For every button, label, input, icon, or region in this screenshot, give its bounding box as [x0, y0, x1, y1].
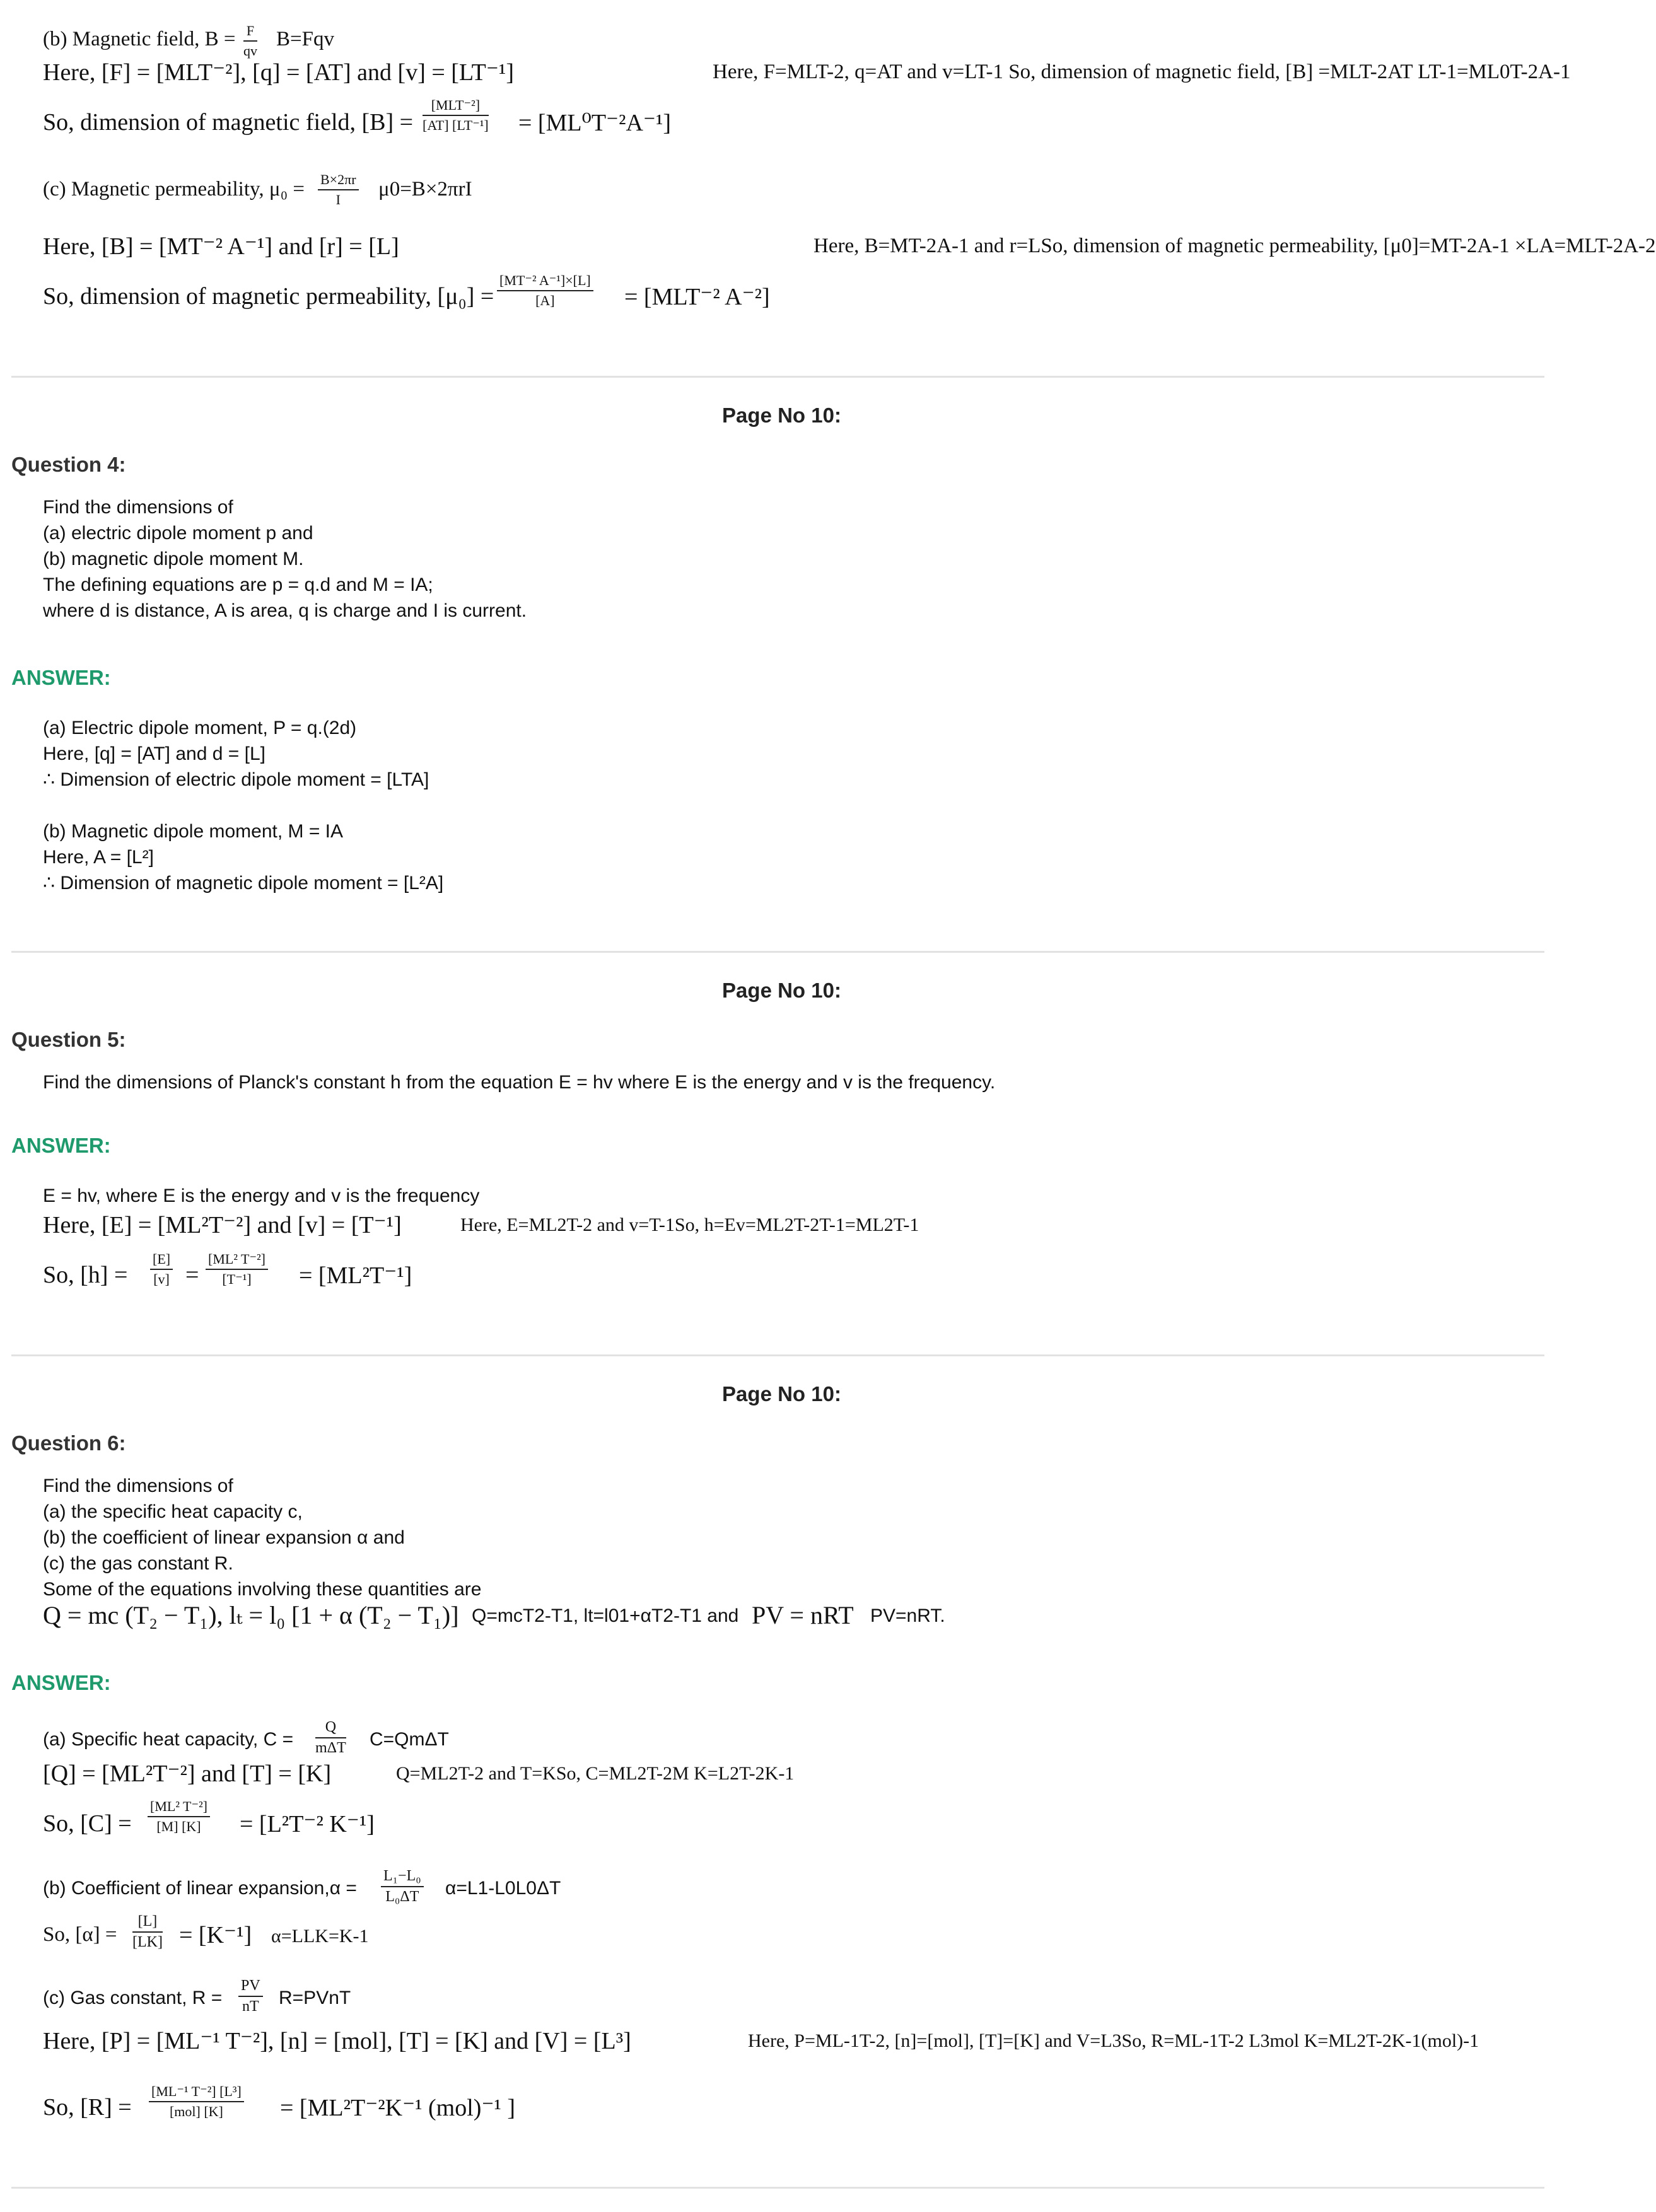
q4-answer-line: ∴ Dimension of magnetic dipole moment = [L²A]: [43, 873, 444, 894]
question-6-text: [43, 1473, 481, 1602]
q6a-so-frac-den: [M] [K]: [156, 1819, 201, 1834]
q6b-so-frac: [132, 1913, 163, 1951]
q6c-so-frac-num: [ML⁻¹ T⁻²] [L³]: [149, 2083, 244, 2102]
q6-line: (a) the specific heat capacity c,: [43, 1501, 303, 1522]
q6a-so-result: = [L²T⁻² K⁻¹]: [240, 1811, 375, 1837]
q6a-here-line: [Q] = [ML²T⁻²] and [T] = [K]: [43, 1761, 332, 1787]
q5-so-frac1-den: [v]: [153, 1271, 170, 1287]
q6a-so-frac: [148, 1798, 210, 1835]
divider: [11, 2187, 1544, 2189]
answer-label: ANSWER:: [11, 666, 111, 689]
q6-line: (c) the gas constant R.: [43, 1553, 233, 1574]
c-alt-text: μ0=B×2πrI: [378, 178, 472, 201]
page-label: Page No 10:: [722, 1382, 841, 1406]
q6c-label: (c) Gas constant, R =: [43, 1988, 223, 2008]
q6a-so-label: So, [C] =: [43, 1810, 132, 1837]
c-frac: [318, 172, 359, 208]
b-so-frac-den: [AT] [LT⁻¹]: [423, 117, 489, 133]
q6a-frac: [315, 1719, 346, 1757]
q6c-so-frac: [149, 2083, 244, 2120]
q5-so-frac1-num: [E]: [150, 1251, 173, 1270]
b-alt-text: B=Fqv: [276, 28, 334, 50]
b-so-frac: [423, 97, 489, 134]
q4-answer-line: Here, [q] = [AT] and d = [L]: [43, 743, 265, 764]
q6c-so-result: = [ML²T⁻²K⁻¹ (mol)⁻¹ ]: [280, 2095, 516, 2121]
page-label: Page No 10:: [722, 979, 841, 1002]
q6a-alt: C=QmΔT: [370, 1729, 449, 1750]
q6c-so-label: So, [R] =: [43, 2094, 132, 2121]
question-4-text: [43, 494, 527, 624]
q6b-so-frac-num: [L]: [132, 1913, 163, 1933]
q6b-frac: [381, 1868, 424, 1906]
answer-label: ANSWER:: [11, 1134, 111, 1157]
c-so-frac-num: [MT⁻² A⁻¹]×[L]: [497, 272, 593, 291]
question-5-text: Find the dimensions of Planck's constant h from the equation E = hv where E is the energy and v is the frequency.: [43, 1072, 996, 1093]
b-frac-den: qv: [243, 43, 257, 59]
q6-equation2: PV = nRT: [752, 1601, 854, 1629]
b-so-frac-num: [MLT⁻²]: [423, 97, 489, 116]
q6b-label: (b) Coefficient of linear expansion,α =: [43, 1878, 357, 1899]
q4-line: The defining equations are p = q.d and M = IA;: [43, 574, 433, 595]
divider: [11, 376, 1544, 378]
q6c-here-line: Here, [P] = [ML⁻¹ T⁻²], [n] = [mol], [T] = [K] and [V] = [L³]: [43, 2028, 631, 2054]
page-label: Page No 10:: [722, 404, 841, 427]
b-so-result: = [ML⁰T⁻²A⁻¹]: [518, 110, 672, 136]
b-frac: [243, 23, 257, 59]
q6-line: (b) the coefficient of linear expansion α and: [43, 1527, 405, 1548]
q6b-so-label: So, [α] =: [43, 1923, 117, 1946]
q6b-so-frac-den: [LK]: [132, 1934, 163, 1950]
question-4-answer: [43, 715, 443, 896]
b-magnetic-field-label: (b) Magnetic field, B =: [43, 28, 236, 50]
q5-so-result: = [ML²T⁻¹]: [299, 1262, 412, 1289]
divider: [11, 1354, 1544, 1356]
q4-answer-line: ∴ Dimension of electric dipole moment = [LTA]: [43, 769, 429, 790]
q6b-frac-num: L₁−L₀: [381, 1868, 424, 1887]
q6a-label: (a) Specific heat capacity, C =: [43, 1729, 294, 1750]
q4-answer-line: (b) Magnetic dipole moment, M = IA: [43, 821, 344, 842]
q5-so-frac2-den: [T⁻¹]: [222, 1271, 252, 1287]
q4-line: where d is distance, A is area, q is charge and I is current.: [43, 600, 527, 621]
q4-line: Find the dimensions of: [43, 497, 233, 518]
q5-so-frac1: [150, 1251, 173, 1288]
b-here-line: Here, [F] = [MLT⁻²], [q] = [AT] and [v] = [LT⁻¹]: [43, 59, 514, 86]
question-6-heading: Question 6:: [11, 1431, 126, 1455]
c-so-result: = [MLT⁻² A⁻²]: [624, 284, 770, 310]
q6c-frac: [238, 1977, 263, 2015]
q6b-so-alt: α=LLK=K-1: [271, 1926, 369, 1947]
answer-label: ANSWER:: [11, 1671, 111, 1694]
c-here-alt: Here, B=MT-2A-1 and r=LSo, dimension of magnetic permeability, [μ0]=MT-2A-1 ×LA=MLT-2A-2: [813, 235, 1656, 257]
q5-so-eq: =: [185, 1262, 199, 1288]
q5-so-label: So, [h] =: [43, 1262, 128, 1288]
q6-line: Find the dimensions of: [43, 1476, 233, 1496]
c-permeability-label: (c) Magnetic permeability, μ₀ =: [43, 178, 305, 201]
q6a-so-frac-num: [ML² T⁻²]: [148, 1798, 210, 1817]
q4-line: (a) electric dipole moment p and: [43, 523, 313, 544]
q5-so-frac2: [206, 1251, 268, 1288]
c-frac-den: I: [335, 192, 341, 207]
c-here-line: Here, [B] = [MT⁻² A⁻¹] and [r] = [L]: [43, 233, 399, 260]
q5-so-frac2-num: [ML² T⁻²]: [206, 1251, 268, 1270]
q5-here-alt: Here, E=ML2T-2 and v=T-1So, h=Ev=ML2T-2T-1=ML2T-1: [460, 1214, 919, 1235]
q6a-frac-num: Q: [315, 1719, 346, 1738]
b-here-alt: Here, F=MLT-2, q=AT and v=LT-1 So, dimension of magnetic field, [B] =MLT-2AT LT-1=ML0T-2A-1: [713, 61, 1571, 83]
q4-answer-line: [43, 793, 443, 818]
c-frac-num: B×2πr: [318, 172, 359, 190]
q6a-here-alt: Q=ML2T-2 and T=KSo, C=ML2T-2M K=L2T-2K-1: [396, 1763, 795, 1784]
c-so-label: So, dimension of magnetic permeability, [μ₀] =: [43, 283, 494, 310]
q6b-frac-den: L₀ΔT: [385, 1889, 419, 1905]
q6c-frac-num: PV: [238, 1977, 263, 1997]
q5-here-line: Here, [E] = [ML²T⁻²] and [v] = [T⁻¹]: [43, 1212, 402, 1238]
q6c-frac-den: nT: [242, 1998, 259, 2015]
q6c-so-frac-den: [mol] [K]: [169, 2104, 223, 2119]
q6-equation: Q = mc (T₂ − T₁), lₜ = l₀ [1 + α (T₂ − T₁)]: [43, 1601, 459, 1629]
c-so-frac: [497, 272, 593, 309]
q6-equation2-alt: PV=nRT.: [870, 1605, 945, 1626]
c-so-frac-den: [A]: [535, 293, 555, 308]
q6-equation-alt: Q=mcT2-T1, lt=l01+αT2-T1 and: [472, 1605, 739, 1626]
q6c-alt: R=PVnT: [279, 1988, 351, 2008]
divider: [11, 951, 1544, 953]
q6b-alt: α=L1-L0L0ΔT: [445, 1878, 561, 1899]
q6-line: Some of the equations involving these quantities are: [43, 1579, 482, 1600]
b-frac-num: F: [243, 23, 257, 42]
q4-answer-line: Here, A = [L²]: [43, 847, 154, 868]
q4-answer-line: (a) Electric dipole moment, P = q.(2d): [43, 718, 357, 738]
q6a-frac-den: mΔT: [315, 1740, 346, 1756]
q6c-here-alt: Here, P=ML-1T-2, [n]=[mol], [T]=[K] and V=L3So, R=ML-1T-2 L3mol K=ML2T-2K-1(mol)-1: [748, 2030, 1479, 2051]
b-so-label: So, dimension of magnetic field, [B] =: [43, 109, 414, 136]
q4-line: (b) magnetic dipole moment M.: [43, 549, 304, 569]
question-4-heading: Question 4:: [11, 453, 126, 476]
q6b-so-result: = [K⁻¹]: [179, 1922, 252, 1948]
question-5-heading: Question 5:: [11, 1028, 126, 1051]
q5-answer-line: E = hv, where E is the energy and v is the frequency: [43, 1185, 480, 1206]
